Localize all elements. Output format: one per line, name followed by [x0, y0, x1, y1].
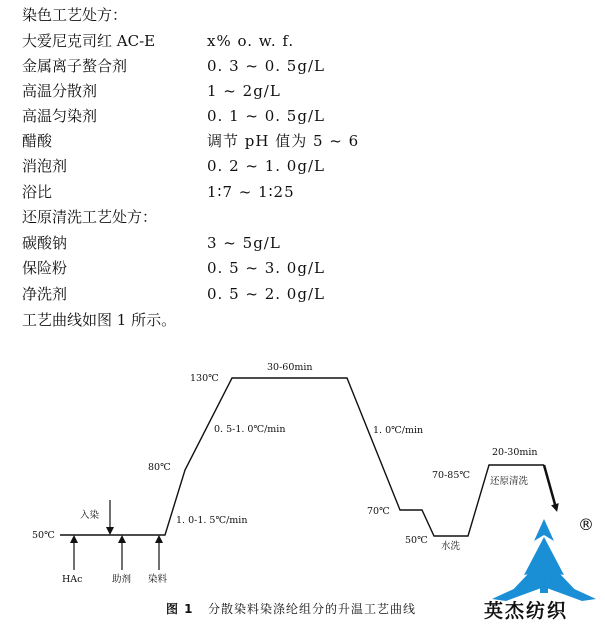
step-auxiliary: 助剂 [112, 574, 132, 585]
recipe-value: 3 ~ 5g/L [207, 234, 281, 252]
registered-mark: ® [578, 515, 594, 534]
temperature-curve [60, 378, 544, 536]
hold-time-2: 20-30min [492, 447, 538, 458]
recipe-label: 高温匀染剂 [22, 107, 98, 125]
recipe-label: 消泡剂 [22, 157, 68, 175]
dye-recipe-title: 染色工艺处方： [22, 6, 128, 24]
recipe-value: 0. 3 ~ 0. 5g/L [207, 57, 325, 75]
temp-label-50a: 50℃ [32, 530, 55, 541]
logo-text: 英杰纺织 [484, 600, 569, 622]
temp-label-130: 130℃ [190, 373, 219, 384]
temp-label-70-85: 70-85℃ [432, 470, 471, 481]
step-wash: 水洗 [441, 541, 461, 552]
recipe-label: 保险粉 [22, 259, 68, 277]
caption-text: 分散染料染涤纶组分的升温工艺曲线 [207, 602, 416, 616]
temp-label-70: 70℃ [367, 506, 390, 517]
recipe-label: 碳酸钠 [22, 234, 68, 252]
recipe-value: x% o. w. f. [207, 32, 295, 50]
step-reduction-clear: 还原清洗 [490, 476, 529, 487]
recipe-label: 金属离子螯合剂 [22, 57, 128, 75]
temp-label-80: 80℃ [148, 462, 171, 473]
end-arrow [544, 465, 556, 508]
recipe-value: 调节 pH 值为 5 ~ 6 [207, 132, 360, 150]
temp-label-50b: 50℃ [405, 535, 428, 546]
recipe-value: 0. 5 ~ 2. 0g/L [207, 285, 325, 303]
recipe-label: 净洗剂 [22, 285, 68, 303]
recipe-label: 高温分散剂 [22, 82, 98, 100]
figure-reference: 工艺曲线如图 1 所示。 [22, 311, 177, 329]
recipe-label: 醋酸 [22, 132, 53, 150]
recipe-label: 浴比 [22, 183, 53, 201]
hold-time-1: 30-60min [267, 362, 313, 373]
recipe-value: 1 ~ 2g/L [207, 82, 281, 100]
step-dye: 染料 [148, 574, 168, 585]
recipe-value: 0. 1 ~ 0. 5g/L [207, 107, 325, 125]
recipe-value: 0. 5 ~ 3. 0g/L [207, 259, 325, 277]
recipe-value: 0. 2 ~ 1. 0g/L [207, 157, 325, 175]
rate-label-3: 1. 0℃/min [373, 425, 424, 436]
rate-label-1: 1. 0-1. 5℃/min [176, 515, 248, 526]
recipe-label: 大爱尼克司红 AC-E [22, 32, 156, 50]
step-hac: HAc [62, 574, 83, 585]
rate-label-2: 0. 5-1. 0℃/min [214, 424, 286, 435]
step-dye-in: 入染 [80, 510, 100, 521]
figure-caption [166, 600, 416, 617]
clearing-recipe-title: 还原清洗工艺处方： [22, 208, 158, 226]
recipe-value: 1∶7 ~ 1∶25 [207, 183, 295, 201]
caption-number: 图 1 [166, 602, 194, 616]
